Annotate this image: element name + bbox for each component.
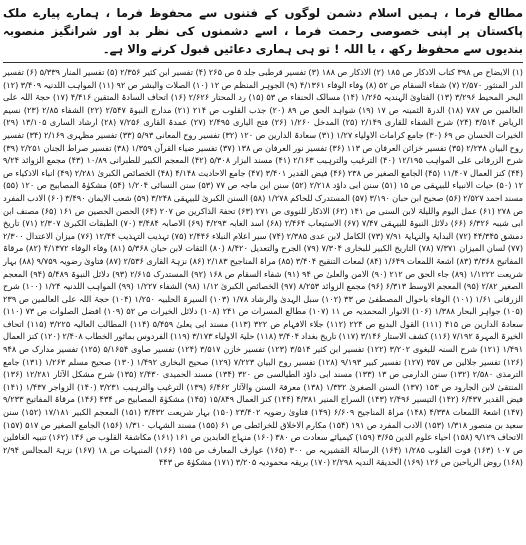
references-block: (۱) الایضاح ص ۳۹۸ کتاب الاذکار ص ۱۸۵ (۲) الاذکار ص ۱۸۸ (۳) تفسیر قرطبی جلد ۵ ص ۲۶۵ (۴) تفسیر ابن کثیر ۲/۳۵۶ (۵) تفسیر المنار ۵/۳۳۹ (۶) تفسیر الدر المنثور ۲/۵۷۰ (۷) شفاء السقام ص ۵۲ (۸) وفاء الوفاء ۴/۱۳۶۱ (۹) الجوہر المنظم ص ۱۲ (۱۰) الصلات والبشر ص ۹۲ (۱۱) المواہب اللدنیہ ۳/۴۰۹ (۱۲) البحر المحیط ۳/۲۹۶ (۱۳) الفتاویٰ الہندیہ ۱/۲۶۵ (۱۴) مسالک الحنفاء ص ۵۳ (۱۵) رد المحتار ۲/۶۲۶ (۱۶) اتحاف السادۃ المتقین ۴/۴۱۶ (۱۷) حجۃ اللہ علی العالمین ص ۷۸۷ (۱۸) الدرۃ الثمینہ ص ۱۷ (۱۹) شواہد الحق ص ۸۹ (۲۰) جذب القلوب ص ۲۱۴ (۲۱) مدارج النبوۃ ۲/۵۴۷ (۲۲) الشفاء ۲/۸۵ (۲۳) نسیم الریاض ۳/۵۱۴ (۲۴) شرح الشفاء للقاری ۲/۱۴۹ (۲۵) المدخل ۱/۲۶۰ (۲۶) فتح الباری ۲/۴۹۵ (۲۷) عمدۃ القاری ۷/۲۵۶ (۲۸) ارشاد الساری ۱۳/۱۰۵ (۲۹) الخیرات الحسان ص ۶۹ (۳۰) جامع کرامات الاولیاء ۱/۲۷ (۳۱) سعادۃ الدارین ص ۱۲۰ (۳۲) تفسیر روح المعانی ۵/۹۳ (۳۳) تفسیر مظہری ۲/۱۶۹ (۳۴) تفسیر روح البیان ۲/۲۳۸ (۳۵) تفسیر خزائن العرفان ص ۱۱۳ (۳۶) تفسیر نور العرفان ص ۱۳۸ (۳۷) تفسیر ضیاء القرآن ۱/۳۵۹ (۳۸) تفسیر صراط الجنان ۲/۲۵۱ (۳۹) شرح الزرقانی علی المواہب ۱۲/۱۹۵ (۴۰) الترغیب والترہیب ۲/۱۶۳ (۴۱) مسند البزار ۵/۳۰۸ (۴۲) المعجم الکبیر للطبرانی ۱۰/۸۹ (۴۳) مجمع الزوائد ۹/۲۴ (۴۴) کنز العمال ۱۱/۴۰۷ (۴۵) الجامع الصغیر ص ۲۳۸ (۴۶) فیض القدیر ۳/۴۰۱ (۴۷) جامع الاحادیث ۴/۱۴۸ (۴۸) الخصائص الکبریٰ ۲/۲۸۱ (۴۹) انباء الاذکیاء ص ۱۲ (۵۰) حیات الانبیاء للبیہقی ص ۱۵ (۵۱) سنن ابی داؤد ۲/۲۱۸ (۵۲) سنن ابن ماجہ ص ۷۷ (۵۳) سنن النسائی ۱/۲۰۴ (۵۴) مشکوٰۃ المصابیح ص ۱۲۰ (۵۵) مسند احمد ۲/۵۲۷ (۵۶) صحیح ابن حبان ۳/۱۹۰ (۵۷) المستدرک للحاکم ۱/۲۷۸ (۵۸) السنن الکبریٰ للبیہقی ۳/۲۴۸ (۵۹) شعب الایمان ۳/۴۹۰ (۶۰) الادب المفرد ص ۲۷۸ (۶۱) عمل الیوم واللیلۃ لابن السنی ص ۱۴۱ (۶۲) الاذکار للنووی ص ۲۷۱ (۶۳) تحفۃ الذاکرین ص ۲۰۷ (۶۴) الحصن الحصین ص ۱۶۱ (۶۵) مصنف ابن ابی شیبہ ۶/۳۲۶ (۶۶) دلائل النبوۃ للبیہقی ۷/۴۷ (۶۷) الاستیعاب ۲/۴۶۴ (۶۸) اسد الغابہ ۴/۲۹۳ (۶۹) الاصابہ ۳/۴۸۴ (۷۰) الطبقات الکبریٰ ۲/۳۰۷ (۷۱) تاریخ دمشق ۴۴/۳۴۵ (۷۲) البدایۃ والنہایۃ ۷/۹۱ (۷۳) الکامل لابن عدی ۲/۳۸۵ (۷۴) سیر اعلام النبلاء ۲/۴۴۶ (۷۵) تہذیب التہذیب ۱۲/۴۴ (۷۶) میزان الاعتدال ۲/۳۰۰ (۷۷) لسان المیزان ۷/۳۷۱ (۷۸) التاریخ الکبیر للبخاری ۷/۳۰۴ (۷۹) الجرح والتعدیل ۸/۴۲۰ (۸۰) الثقات لابن حبان ۵/۳۶۸ (۸۱) وفاء الوفاء ۴/۱۳۷۲ (۸۲) مرقاۃ المفاتیح ۳/۳۶۸ (۸۳) اشعۃ اللمعات ۱/۶۴۹ (۸۴) لمعات التنقیح ۳/۴۰۴ (۸۵) مراۃ المناجیح ۲/۱۸۳ (۸۶) نزہۃ القاری ۲/۵۳۶ (۸۷) فتاویٰ رضویہ ۹/۷۵۹ (۸۸) بہار شریعت ۱/۱۲۲۲ (۸۹) جاء الحق ص ۲۱۲ (۹۰) الامن والعلیٰ ص ۹۴ (۹۱) شفاء السقام ص ۱۶۸ (۹۲) المستدرک ۲/۶۱۵ (۹۳) دلائل النبوۃ ۵/۴۸۹ (۹۴) المعجم الصغیر ۲/۸۲ (۹۵) المعجم الاوسط ۶/۳۱۳ (۹۶) مجمع الزوائد ۸/۲۵۳ (۹۷) الخصائص الکبریٰ ۱/۱۲ (۹۸) الشفاء ۱/۲۲۷ (۹۹) المواہب اللدنیہ ۱/۲۴ (۱۰۰) شرح الزرقانی ۱/۶۱ (۱۰۱) الوفاء باحوال المصطفیٰ ص ۳۳ (۱۰۲) سبل الہدیٰ والرشاد ۱/۷۸ (۱۰۳) السیرۃ الحلبیہ ۱/۲۵۰ (۱۰۴) حجۃ اللہ علی العالمین ص ۲۳۹ (۱۰۵) جواہر البحار ۱/۳۸۸ (۱۰۶) الانوار المحمدیہ ص ۱۱ (۱۰۷) مطالع المسرات ص ۲۴۱ (۱۰۸) دلائل الخیرات ص ۵۲ (۱۰۹) افضل الصلوات ص ۷۳ (۱۱۰) سعادۃ الدارین ص ۴۱۵ (۱۱۱) القول البدیع ص ۲۲۴ (۱۱۲) جلاء الافہام ص ۳۲۲ (۱۱۳) مسند ابی یعلیٰ ۵/۴۵۹ (۱۱۴) المطالب العالیہ ۳/۲۲۵ (۱۱۵) اتحاف الخیرۃ المہرۃ ۷/۱۹۲ (۱۱۶) کشف الاستار ۳/۱۴۶ (۱۱۷) تاریخ بغداد ۳/۴۰۴ (۱۱۸) حلیۃ الاولیاء ۳/۱۷۳ (۱۱۹) الفردوس بماثور الخطاب ۲/۴۰۸ (۱۲۰) کنز العمال ۱/۴۹۱ (۱۲۱) شرح السنہ للبغوی ۳/۲۰۲ (۱۲۲) تفسیر ابن کثیر ۳/۵۱۴ (۱۲۳) تفسیر خازن ۳/۵۱۷ (۱۲۴) تفسیر صاوی ۵/۱۶۵۴ (۱۲۵) تفسیر مدارک ص ۹۴۸ (۱۲۶) تفسیر جلالین ص ۳۵۷ (۱۲۷) تفسیر کبیر ۹/۱۹۳ (۱۲۸) تفسیر روح البیان ۷/۲۲۳ (۱۲۹) صحیح البخاری ۱/۴۹۲ (۱۳۰) صحیح مسلم ۱/۲۶۳ (۱۳۱) جامع الترمذی ۲/۵۸۰ (۱۳۲) سنن الدارمی ص ۱۳ (۱۳۳) مسند ابی داؤد الطیالسی ص ۳۲۰ (۱۳۴) مسند الحمیدی ۲/۴۳۰ (۱۳۵) شرح مشکل الآثار ۱۲/۲۸۱ (۱۳۶) المنتقیٰ لابن الجارود ص ۱۵۳ (۱۳۷) السنن الصغریٰ ۱/۳۳۲ (۱۳۸) معرفۃ السنن والآثار ۶/۴۶۲ (۱۳۹) الترغیب والترہیب ۳/۲۳۱ (۱۴۰) الزواجر ۱/۴۳۷ (۱۴۱) فیض القدیر ۶/۴۳۷ (۱۴۲) التیسیر ۲/۴۹۶ (۱۴۳) السراج المنیر ۴/۳۸۱ (۱۴۴) کنز العمال ۱۵/۸۴۹ (۱۴۵) مشکوٰۃ المصابیح ص ۴۳۴ (۱۴۶) مرقاۃ المفاتیح ۹/۲۳۳ (۱۴۷) اشعۃ اللمعات ۴/۳۳۸ (۱۴۸) مراۃ المناجیح ۶/۶۰۹ (۱۴۹) فتاویٰ رضویہ ۲۳/۴۰۲ (۱۵۰) بہار شریعت ۳/۴۳۲ (۱۵۱) المعجم الکبیر ۱۷/۱۸۱ (۱۵۲) سنن سعید بن منصور ۱/۳۱۸ (۱۵۳) الادب المفرد ص ۱۹۱ (۱۵۴) مکارم الاخلاق للخرائطی ص ۶۱ (۱۵۵) مسند الشہاب ۱/۳۱۰ (۱۵۶) الجامع الصغیر ص ۵۱۷ (۱۵۷) الاتحاف ۹/۱۲۹ (۱۵۸) احیاء علوم الدین ۳/۶۵ (۱۵۹) کیمیائے سعادت ص ۳۸۰ (۱۶۰) منہاج العابدین ص ۱۶۱ (۱۶۱) مکاشفۃ القلوب ص ۱۴۶ (۱۶۲) تنبیہ الغافلین ص ۱۰۷ (۱۶۳) قوت القلوب ۱/۲۸۵ (۱۶۴) الرسالۃ القشیریہ ص ۳۰۰ (۱۶۵) عوارف المعارف ص ۱۵۵ (۱۶۶) المنبہات ص ۱۸ (۱۶۷) نزہۃ المجالس ۲/۹۴ (۱۶۸) روض الریاحین ص ۱۲۶ (۱۶۹) الحدیقۃ الندیہ ۲/۲۹۸ (۱۷۰) بریقہ محمودیہ ۳/۲۰۵ (۱۷۱) مشکوٰۃ ص ۴۴۳ xyxy=(3,67,524,468)
footnote-divider xyxy=(3,62,523,63)
dua-paragraph: مطالع فرما ، ہمیں اسلام دشمن لوگوں کے فتنوں سے محفوظ فرما ، ہمارے پیارے ملک پاکستان پر اپنی خصوصی رحمت فرما ، اسے دشمنوں کی نظر بد اور شرانگیز منصوبہ بندیوں سے محفوظ رکھ ، یا اللہ ! تو ہی ہماری دعائیں قبول کرنے والا ہے۔ xyxy=(3,6,523,56)
